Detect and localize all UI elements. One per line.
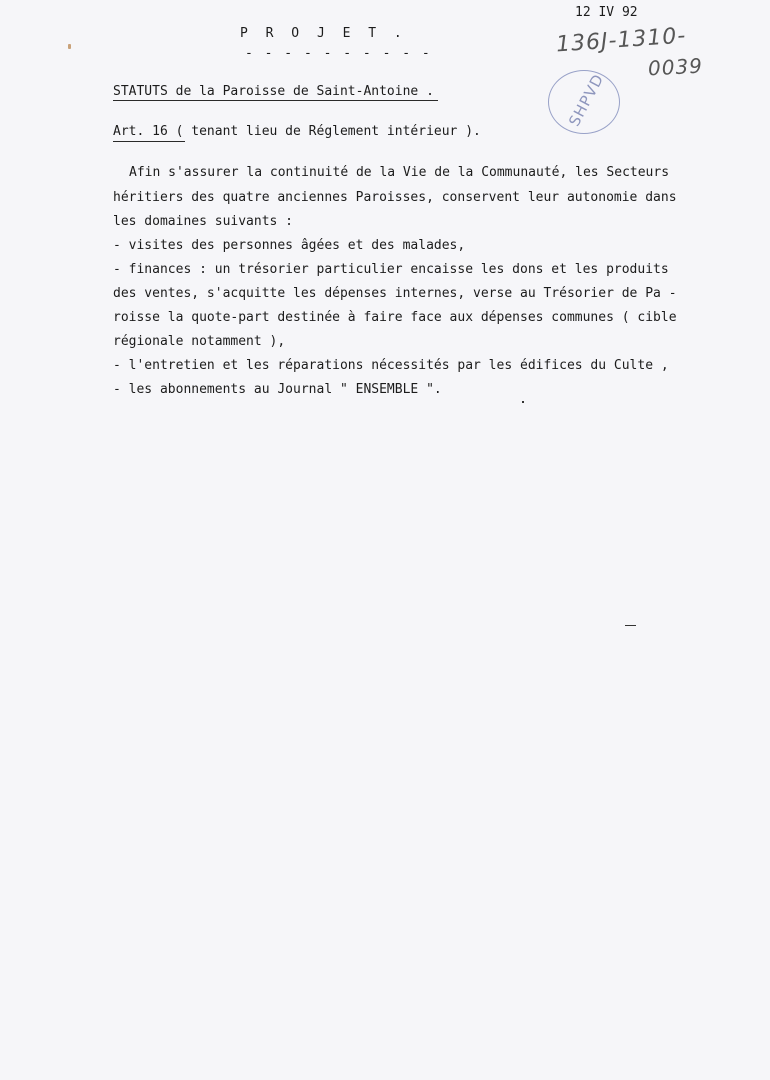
statuts-underline bbox=[113, 100, 438, 101]
stamp-text: SHPVD bbox=[565, 70, 608, 130]
archive-reference-line-1: 136J-1310- bbox=[555, 23, 688, 58]
statuts-heading: STATUTS de la Paroisse de Saint-Antoine . bbox=[113, 84, 434, 99]
body-line: - l'entretien et les réparations nécessités par les édifices du Culte , bbox=[113, 358, 669, 373]
body-line: - les abonnements au Journal " ENSEMBLE ". bbox=[113, 382, 442, 397]
body-line: régionale notamment ), bbox=[113, 334, 286, 349]
article-heading: Art. 16 ( tenant lieu de Réglement intérieur ). bbox=[113, 124, 481, 139]
body-line: roisse la quote-part destinée à faire face aux dépenses communes ( cible bbox=[113, 310, 677, 325]
body-line: des ventes, s'acquitte les dépenses internes, verse au Trésorier de Pa - bbox=[113, 286, 677, 301]
title-underline: - - - - - - - - - - bbox=[245, 46, 432, 61]
body-line: Afin s'assurer la continuité de la Vie de la Communauté, les Secteurs bbox=[129, 165, 670, 180]
archive-stamp bbox=[548, 70, 620, 134]
article-underline bbox=[113, 141, 181, 142]
body-line: les domaines suivants : bbox=[113, 214, 294, 229]
article-underline-paren bbox=[175, 141, 185, 142]
document-date: 12 IV 92 bbox=[575, 5, 638, 20]
body-line: - finances : un trésorier particulier encaisse les dons et les produits bbox=[113, 262, 669, 277]
paper-mark bbox=[68, 44, 71, 49]
body-line: - visites des personnes âgées et des malades, bbox=[113, 238, 466, 253]
archive-reference-line-2: 0039 bbox=[647, 53, 704, 81]
body-line: héritiers des quatre anciennes Paroisses, conservent leur autonomie dans bbox=[113, 190, 677, 205]
document-title: P R O J E T . bbox=[240, 26, 407, 41]
paper-speck bbox=[625, 625, 636, 626]
paper-speck bbox=[522, 401, 524, 403]
